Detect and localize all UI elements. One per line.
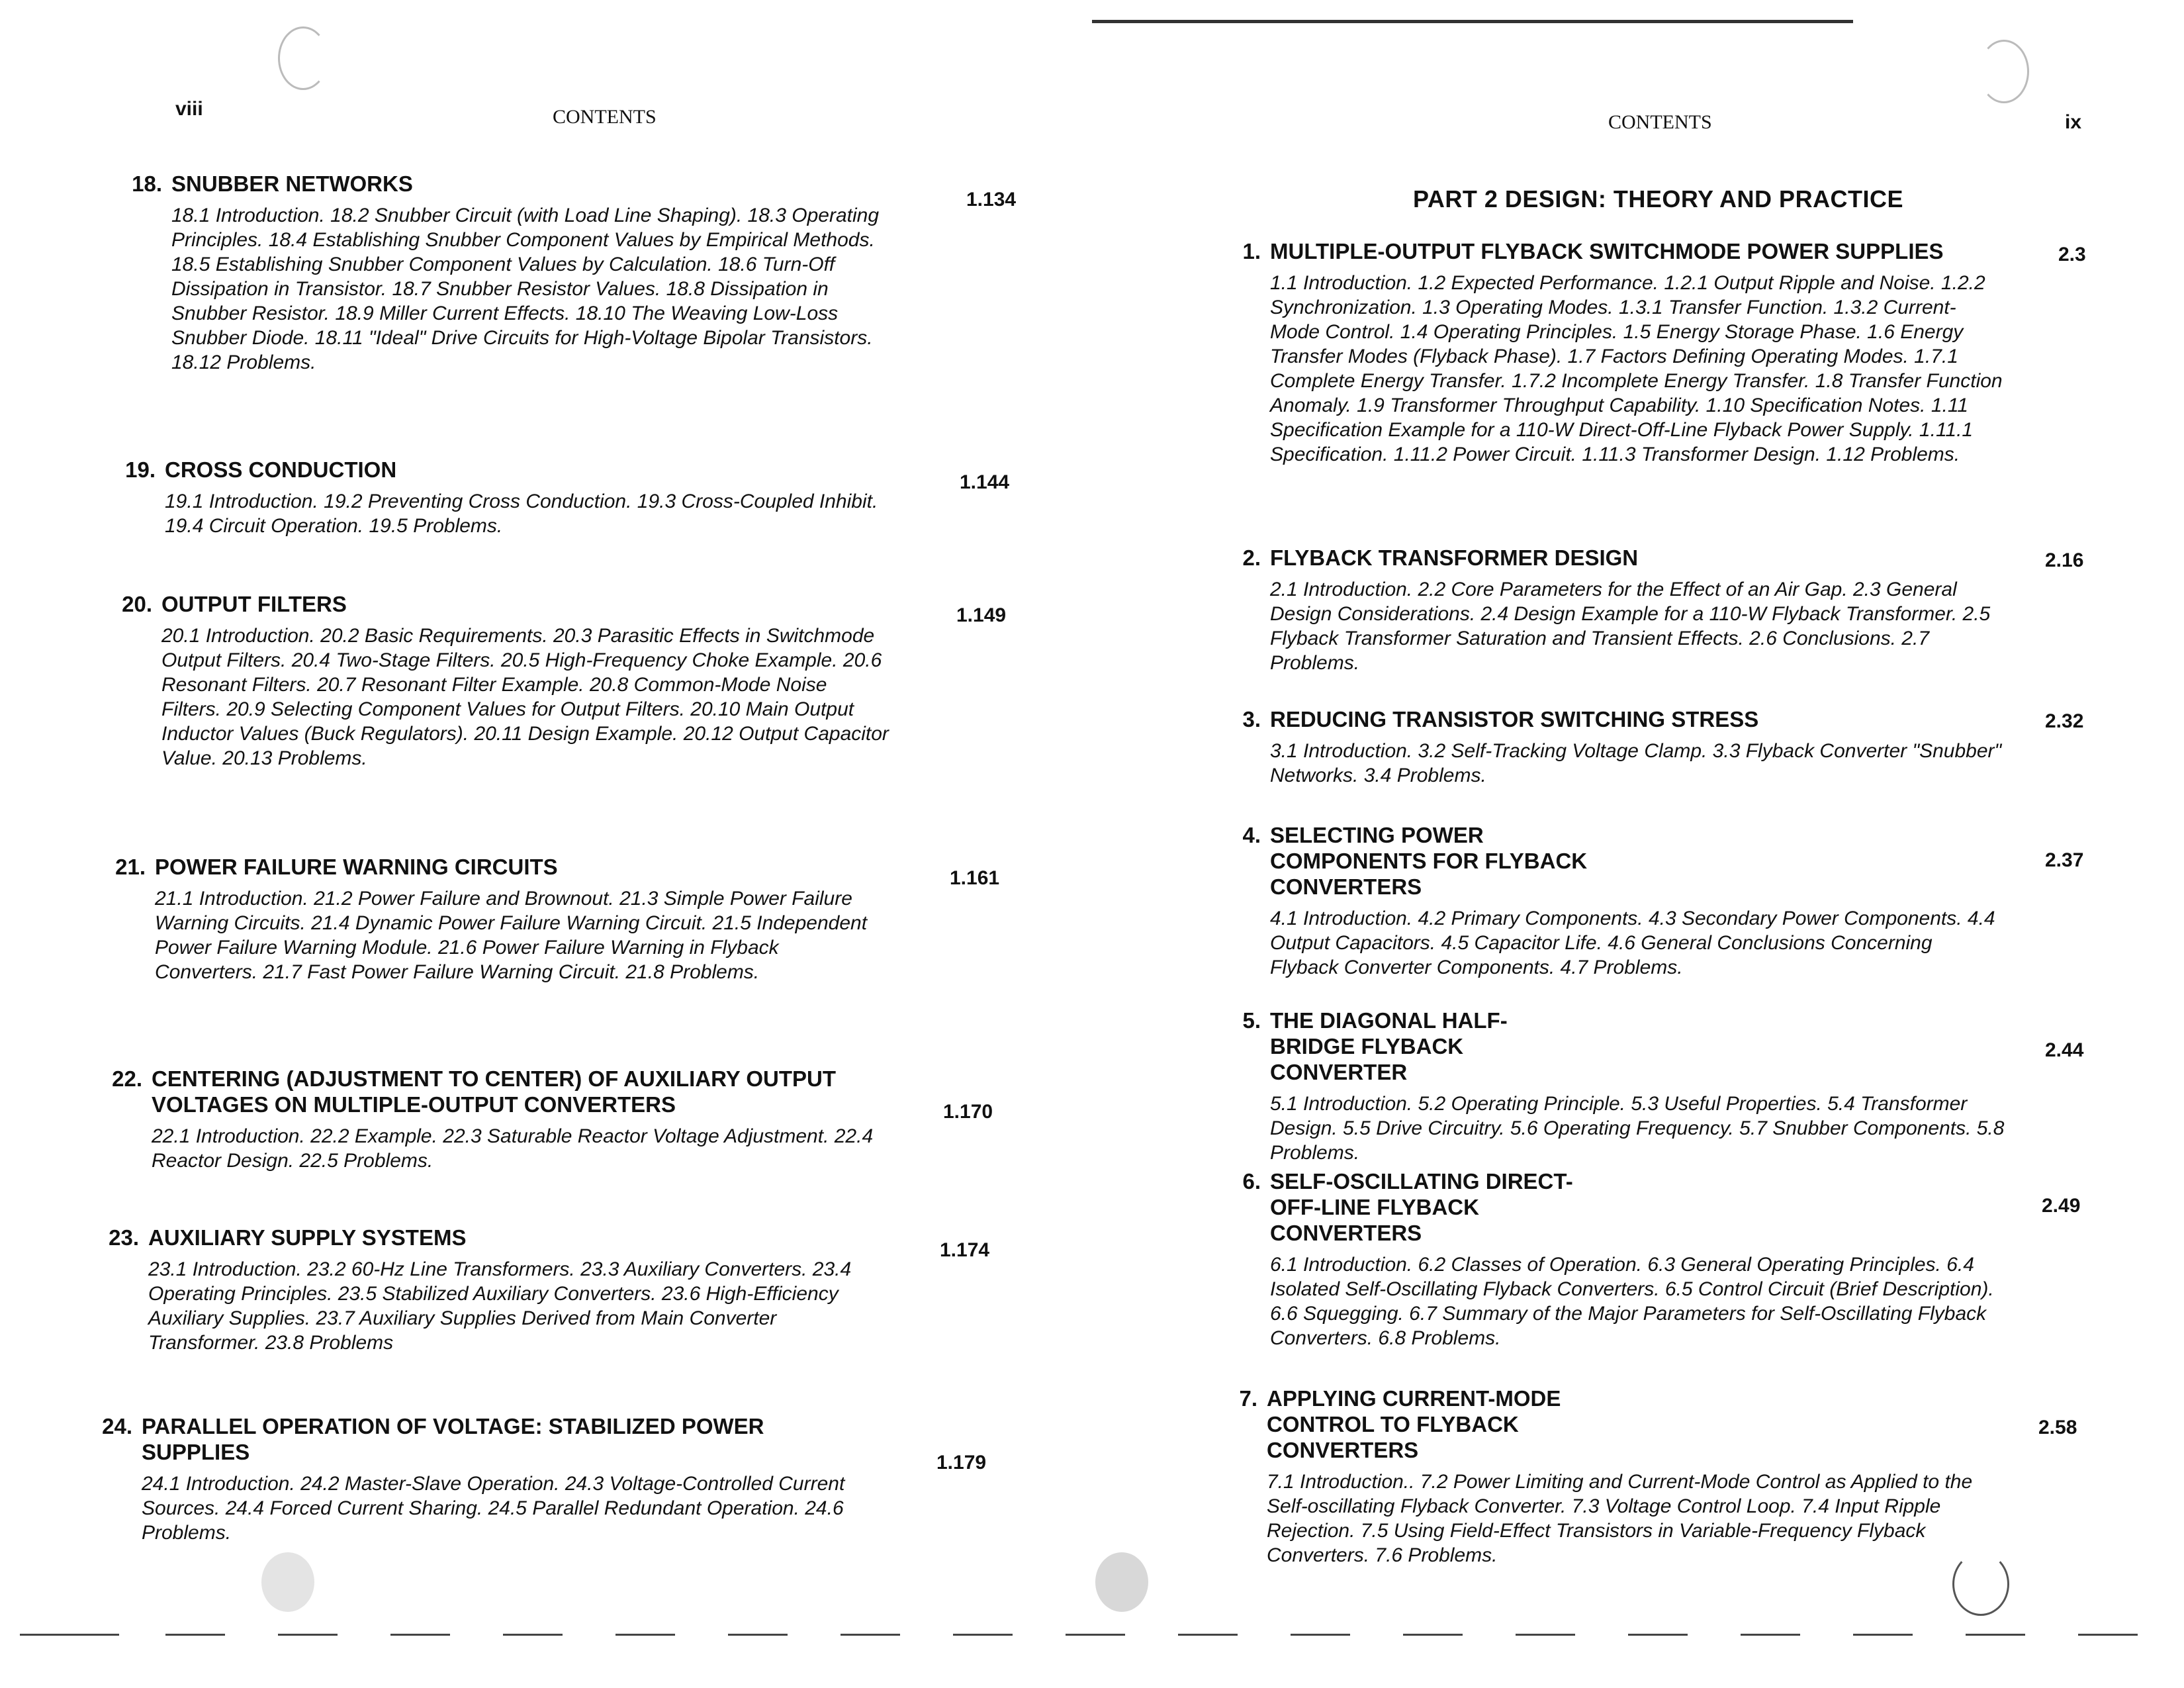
chapter-page-ref: 2.49: [2042, 1195, 2081, 1217]
chapter-sections: 22.1 Introduction. 22.2 Example. 22.3 Saturable Reactor Voltage Adjustment. 22.4 Reactor Design. 22.5 Problems.: [152, 1125, 874, 1172]
chapter-title: AUXILIARY SUPPLY SYSTEMS: [148, 1225, 467, 1250]
chapter-title: APPLYING CURRENT-MODE CONTROL TO FLYBACK CONVERTERS: [1267, 1386, 1561, 1462]
toc-chapter-20: [106, 591, 889, 771]
chapter-sections: 18.1 Introduction. 18.2 Snubber Circuit (with Load Line Shaping). 18.3 Operating Principles. 18.4 Establishing Snubber Component Values by Empirical Methods. 18.5 Establishing Snubber Component Values by Calculation. 18.6 Turn-Off Dissipation in Transistor. 18.7 Snubber Resistor Values. 18.8 Dissipation in Snubber Resistor. 18.9 Miller Current Effects. 18.10 The Weaving Low-Loss Snubber Diode. 18.11 "Ideal" Drive Circuits for High-Voltage Bipolar Transistors. 18.12 Problems.: [171, 205, 880, 373]
chapter-number: 23.: [109, 1225, 139, 1250]
chapter-sections: 20.1 Introduction. 20.2 Basic Requirements. 20.3 Parasitic Effects in Switchmode Output Filters. 20.4 Two-Stage Filters. 20.5 High-Frequency Choke Example. 20.6 Resonant Filters. 20.7 Resonant Filter Example. 20.8 Common-Mode Noise Filters. 20.9 Selecting Component Values for Output Filters. 20.10 Main Output Inductor Values (Buck Regulators). 20.11 Design Example. 20.12 Output Capacitor Value. 20.13 Problems.: [161, 625, 889, 769]
punch-hole-mark: [261, 1552, 314, 1612]
chapter-page-ref: 2.58: [2038, 1417, 2077, 1438]
chapter-page-ref: 1.174: [940, 1239, 990, 1261]
toc-chapter-18: [116, 171, 899, 375]
chapter-page-ref: 2.44: [2045, 1039, 2084, 1061]
chapter-sections: 7.1 Introduction.. 7.2 Power Limiting and Current-Mode Control as Applied to the Self-oscillating Flyback Converter. 7.3 Voltage Control Loop. 7.4 Input Ripple Rejection. 7.5 Using Field-Effect Transistors in Variable-Frequency Flyback Converters. 7.6 Problems.: [1267, 1471, 1973, 1566]
chapter-number: 18.: [132, 171, 162, 196]
chapter-number: 24.: [102, 1414, 132, 1438]
chapter-page-ref: 1.134: [966, 189, 1017, 211]
toc-chapter-23: [93, 1225, 876, 1355]
toc-chapter-7: [1218, 1385, 1973, 1568]
page-number: viii: [175, 98, 203, 120]
chapter-title: REDUCING TRANSISTOR SWITCHING STRESS: [1270, 707, 1759, 731]
chapter-number: 6.: [1242, 1169, 1261, 1194]
chapter-page-ref: 1.149: [956, 604, 1007, 626]
punch-hole-mark: [1979, 40, 2029, 103]
chapter-title: CENTERING (ADJUSTMENT TO CENTER) OF AUXILIARY OUTPUT VOLTAGES ON MULTIPLE-OUTPUT CONVERTERS: [152, 1066, 837, 1117]
chapter-number: 20.: [122, 592, 152, 616]
chapter-number: 2.: [1242, 545, 1261, 570]
running-header: CONTENTS: [553, 106, 657, 128]
part-title: PART 2 DESIGN: THEORY AND PRACTICE: [1413, 185, 1904, 212]
chapter-sections: 19.1 Introduction. 19.2 Preventing Cross Conduction. 19.3 Cross-Coupled Inhibit. 19.4 Circuit Operation. 19.5 Problems.: [165, 491, 878, 537]
toc-chapter-4: [1221, 822, 1995, 980]
chapter-title: SNUBBER NETWORKS: [171, 171, 413, 196]
toc-chapter-3: [1221, 706, 2005, 788]
chapter-sections: 3.1 Introduction. 3.2 Self-Tracking Voltage Clamp. 3.3 Flyback Converter "Snubber" Networks. 3.4 Problems.: [1270, 740, 2002, 786]
chapter-sections: 24.1 Introduction. 24.2 Master-Slave Operation. 24.3 Voltage-Controlled Current Sources. 24.4 Forced Current Sharing. 24.5 Parallel Redundant Operation. 24.6 Problems.: [142, 1473, 845, 1544]
chapter-sections: 2.1 Introduction. 2.2 Core Parameters for the Effect of an Air Gap. 2.3 General Design Considerations. 2.4 Design Example for a 110-W Flyback Transformer. 2.5 Flyback Transformer Saturation and Transient Effects. 2.6 Conclusions. 2.7 Problems.: [1270, 579, 1991, 674]
chapter-page-ref: 1.179: [936, 1452, 987, 1474]
page-number: ix: [2065, 111, 2082, 133]
chapter-number: 1.: [1242, 239, 1261, 263]
chapter-title: CROSS CONDUCTION: [165, 457, 397, 482]
chapter-title: SELECTING POWER COMPONENTS FOR FLYBACK CONVERTERS: [1270, 823, 1588, 899]
chapter-title: THE DIAGONAL HALF-BRIDGE FLYBACK CONVERTER: [1270, 1008, 1508, 1084]
chapter-sections: 23.1 Introduction. 23.2 60-Hz Line Transformers. 23.3 Auxiliary Converters. 23.4 Operating Principles. 23.5 Stabilized Auxiliary Converters. 23.6 High-Efficiency Auxiliary Supplies. 23.7 Auxiliary Supplies Derived from Main Converter Transformer. 23.8 Problems: [148, 1258, 852, 1354]
chapter-sections: 1.1 Introduction. 1.2 Expected Performance. 1.2.1 Output Ripple and Noise. 1.2.2 Synchronization. 1.3 Operating Modes. 1.3.1 Transfer Function. 1.3.2 Current-Mode Control. 1.4 Operating Principles. 1.5 Energy Storage Phase. 1.6 Energy Transfer Modes (Flyback Phase). 1.7 Factors Defining Operating Modes. 1.7.1 Complete Energy Transfer. 1.7.2 Incomplete Energy Transfer. 1.8 Transfer Function Anomaly. 1.9 Transformer Throughput Capability. 1.10 Specification Notes. 1.11 Specification Example for a 110-W Direct-Off-Line Flyback Power Supply. 1.11.1 Specification. 1.11.2 Power Circuit. 1.11.3 Transformer Design. 1.12 Problems.: [1270, 272, 2003, 465]
chapter-number: 3.: [1242, 707, 1261, 731]
chapter-title: MULTIPLE-OUTPUT FLYBACK SWITCHMODE POWER SUPPLIES: [1270, 239, 1944, 263]
toc-chapter-1: [1221, 238, 2005, 467]
chapter-sections: 21.1 Introduction. 21.2 Power Failure and Brownout. 21.3 Simple Power Failure Warning Circuits. 21.4 Dynamic Power Failure Warning Circuit. 21.5 Independent Power Failure Warning Module. 21.6 Power Failure Warning in Flyback Converters. 21.7 Fast Power Failure Warning Circuit. 21.8 Problems.: [155, 888, 868, 983]
scan-edge-mark: [1092, 20, 1853, 23]
chapter-number: 21.: [115, 855, 146, 879]
toc-chapter-19: [109, 457, 893, 538]
chapter-number: 4.: [1242, 823, 1261, 847]
chapter-title: PARALLEL OPERATION OF VOLTAGE: STABILIZED POWER SUPPLIES: [142, 1414, 764, 1464]
toc-chapter-6: [1221, 1168, 1994, 1350]
running-header: CONTENTS: [1608, 111, 1712, 133]
chapter-page-ref: 1.144: [960, 471, 1010, 493]
chapter-number: 22.: [112, 1066, 142, 1091]
chapter-page-ref: 2.37: [2045, 849, 2084, 871]
chapter-number: 19.: [125, 457, 156, 482]
chapter-title: POWER FAILURE WARNING CIRCUITS: [155, 855, 558, 879]
toc-chapter-2: [1221, 545, 2005, 675]
toc-chapter-21: [99, 854, 883, 984]
chapter-number: 5.: [1242, 1008, 1261, 1033]
chapter-page-ref: 1.161: [950, 867, 1000, 889]
punch-hole-mark: [1095, 1552, 1148, 1612]
chapter-title: OUTPUT FILTERS: [161, 592, 347, 616]
chapter-page-ref: 2.3: [2058, 244, 2086, 265]
toc-chapter-24: [86, 1413, 854, 1545]
chapter-number: 7.: [1239, 1386, 1257, 1411]
chapter-sections: 5.1 Introduction. 5.2 Operating Principle. 5.3 Useful Properties. 5.4 Transformer Design. 5.5 Drive Circuitry. 5.6 Operating Frequency. 5.7 Snubber Components. 5.8 Problems.: [1270, 1093, 2005, 1164]
chapter-page-ref: 2.16: [2045, 549, 2084, 571]
toc-chapter-5: [1221, 1008, 2005, 1165]
chapter-sections: 6.1 Introduction. 6.2 Classes of Operation. 6.3 General Operating Principles. 6.4 Isolated Self-Oscillating Flyback Converters. 6.5 Control Circuit (Brief Description). 6.6 Squegging. 6.7 Summary of the Major Parameters for Self-Oscillating Flyback Converters. 6.8 Problems.: [1270, 1254, 1994, 1349]
chapter-title: SELF-OSCILLATING DIRECT-OFF-LINE FLYBACK CONVERTERS: [1270, 1169, 1573, 1245]
chapter-title: FLYBACK TRANSFORMER DESIGN: [1270, 545, 1639, 570]
chapter-page-ref: 1.170: [943, 1101, 993, 1123]
chapter-sections: 4.1 Introduction. 4.2 Primary Components. 4.3 Secondary Power Components. 4.4 Output Capacitors. 4.5 Capacitor Life. 4.6 General Conclusions Concerning Flyback Converter Components. 4.7 Problems.: [1270, 908, 1995, 978]
chapter-page-ref: 2.32: [2045, 710, 2084, 732]
punch-hole-mark: [278, 26, 328, 90]
toc-chapter-22: [96, 1066, 917, 1173]
